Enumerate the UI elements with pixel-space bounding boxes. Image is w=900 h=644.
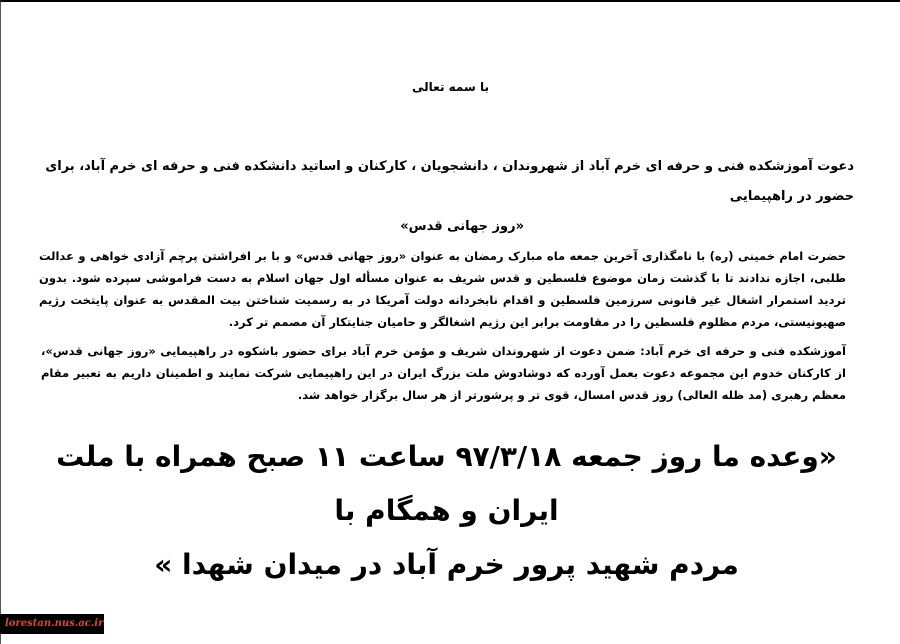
event-headline [41, 430, 852, 592]
body-paragraph-1: حضرت امام خمینی (ره) با نامگذاری آخرین جمعه ماه مبارک رمضان به عنوان «روز جهانی قدس» و با بر افراشتن پرچم آزادی خواهی و عدالت طلبی، اجازه ندادند تا با گذشت زمان موضوع فلسطین و قدس شریف به عنوان مسأله اول جهان اسلام به دست فراموشی سپرده شود. بدون تردید استمرار اشغال غیر قانونی سرزمین فلسطین و اقدام نابخردانه دولت آمریکا در به رسمیت شناختن بیت المقدس به عنوان پایتخت رژیم صهیونیستی، مردم مظلوم فلسطین را در مقاومت برابر این رژیم اشغالگر و حامیان جنایتکار آن مصمم تر کرد. [39, 249, 846, 329]
invitation-title [45, 152, 854, 242]
body-paragraph-2: آموزشکده فنی و حرفه ای خرم آباد: ضمن دعوت از شهروندان شریف و مؤمن خرم آباد برای حضور باشکوه در راهپیمایی «روز جهانی قدس»، از کارکنان خدوم این مجموعه دعوت بعمل آورده که دوشادوش ملت بزرگ ایران در این راهپیمایی شرکت نمایند و اطمینان داریم به تعبیر مقام معظم رهبری (مد ظله العالی) روز قدس امسال، قوی تر و پرشورتر از هر سال برگزار خواهد شد. [41, 344, 846, 402]
headline-line-1: «وعده ما روز جمعه ۹۷/۳/۱۸ ساعت ۱۱ صبح همراه با ملت ایران و همگام با [56, 440, 837, 527]
headline-line-2: مردم شهید پرور خرم آباد در میدان شهدا » [154, 548, 739, 581]
basmala-heading: با سمه تعالی [412, 80, 489, 94]
title-line-1: دعوت آموزشکده فنی و حرفه ای خرم آباد از شهروندان ، دانشجویان ، کارکنان و اساتید دانشکده فنی و حرفه ای خرم آباد، برای حضور در راهپیمایی [45, 159, 854, 204]
site-watermark: lorestan.nus.ac.ir [0, 614, 104, 634]
title-line-2: «روز جهانی قدس» [400, 219, 524, 234]
